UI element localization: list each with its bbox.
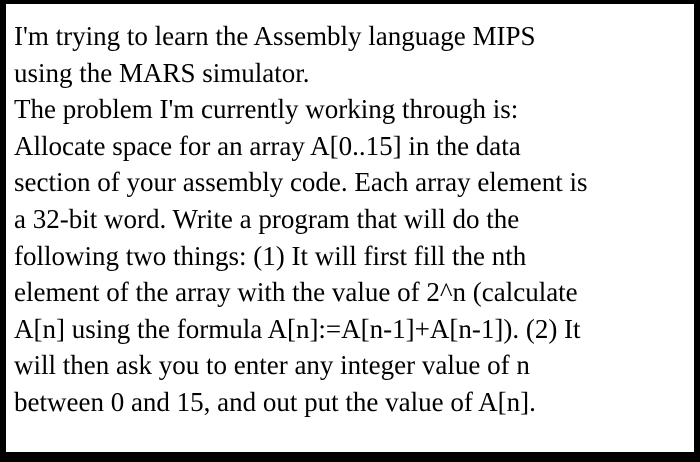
text-line: section of your assembly code. Each array element is (14, 167, 588, 198)
text-line: Allocate space for an array A[0..15] in the data (14, 130, 521, 161)
text-line: I'm trying to learn the Assembly language MIPS (14, 21, 536, 51)
text-line: element of the array with the value of 2^n (calculate (14, 277, 578, 308)
question-text (14, 18, 588, 421)
text-line: following two things: (1) It will first fill the nth (14, 240, 527, 271)
text-line: using the MARS simulator. (14, 57, 310, 88)
text-line: a 32-bit word. Write a program that will do the (14, 203, 520, 234)
document-page (6, 4, 694, 452)
text-line: The problem I'm currently working through is: (14, 94, 519, 125)
text-line: A[n] using the formula A[n]:=A[n-1]+A[n-1]). (2) It (14, 313, 581, 344)
text-line: will then ask you to enter any integer value of n (14, 350, 530, 381)
text-line: between 0 and 15, and out put the value of A[n]. (14, 386, 536, 417)
